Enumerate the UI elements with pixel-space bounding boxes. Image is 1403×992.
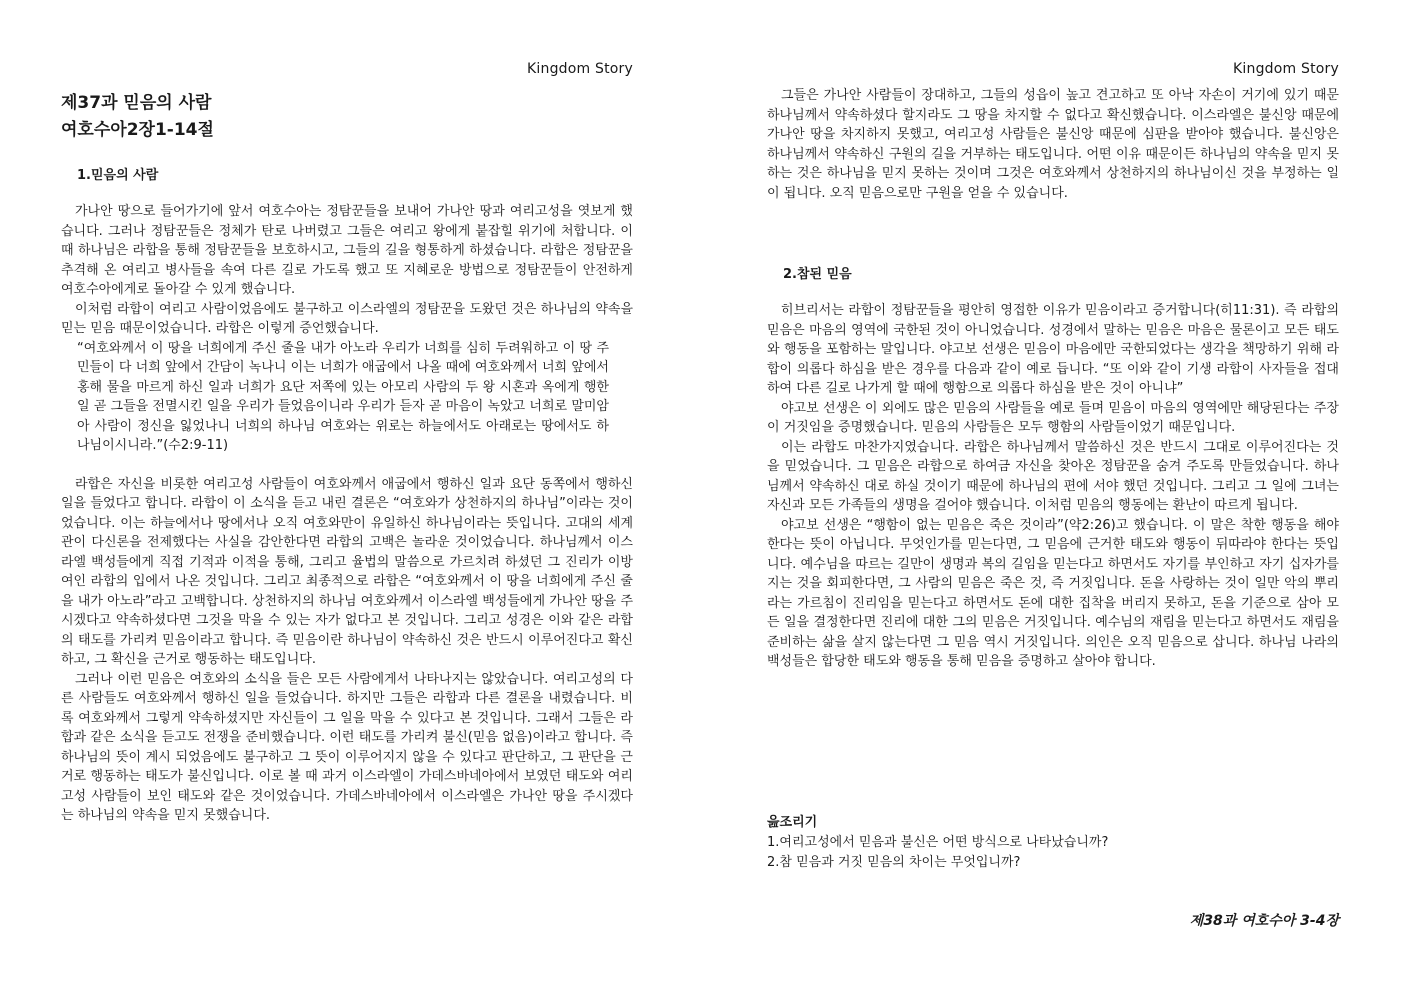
lesson-title-line1: 제37과 믿음의 사람 — [61, 93, 212, 113]
paragraph: 이처럼 라합이 여리고 사람이었음에도 불구하고 이스라엘의 정탐꾼을 도왔던 것은 하나님의 약속을 믿는 믿음 때문이었습니다. 라합은 이렇게 증언했습니다. — [61, 301, 633, 336]
scripture-quote: “여호와께서 이 땅을 너희에게 주신 줄을 내가 아노라 우리가 너희를 심히 두려워하고 이 땅 주민들이 다 너희 앞에서 간담이 녹나니 이는 너희가 애굽에서 나올 때에 여호와께서 너희 앞에서 홍해 물을 마르게 하신 일과 너희가 요단 저쪽에 있는 아모리 사람의 두 왕 시혼과 옥에게 행한 일 곧 그들을 전멸시킨 일을 우리가 들었음이니라 우리가 듣자 곧 마음이 녹았고 너희로 말미암아 사람이 정신을 잃었나니 너희의 하나님 여호와는 위로는 하늘에서도 아래로는 땅에서도 하나님이시니라.”(수2:9-11) — [77, 340, 609, 453]
paragraph: 가나안 땅으로 들어가기에 앞서 여호수아는 정탐꾼들을 보내어 가나안 땅과 여리고성을 엿보게 했습니다. 그러나 정탐꾼들은 정체가 탄로 나버렸고 그들은 여리고 왕에게 붙잡힐 위기에 처합니다. 이때 하나님은 라합을 통해 정탐꾼들을 보호하시고, 그들의 길을 형통하게 하셨습니다. 라합은 정탐꾼을 추격해 온 여리고 병사들을 속여 다른 길로 가도록 했고 또 지혜로운 방법으로 정탐꾼들이 안전하게 여호수아에게로 돌아갈 수 있게 했습니다. — [61, 204, 633, 297]
next-lesson-label: 제38과 여호수아 3-4장 — [1189, 913, 1339, 929]
paragraph: 그들은 가나안 사람들이 장대하고, 그들의 성읍이 높고 견고하고 또 아낙 자손이 거기에 있기 때문 하나님께서 약속하셨다 할지라도 그 땅을 차지할 수 없다고 확신했습니다. 이스라엘은 불신앙 때문에 가나안 땅을 차지하지 못했고, 여리고성 사람들은 불신앙 때문에 심판을 받아야 했습니다. 불신앙은 하나님께서 약속하신 구원의 길을 거부하는 태도입니다. 어떤 이유 때문이든 하나님의 약속을 믿지 못하는 것은 하나님을 믿지 못하는 것이며 그것은 여호와께서 상천하지의 하나님이신 것을 부정하는 일이 됩니다. 오직 믿음으로만 구원을 얻을 수 있습니다. — [767, 88, 1339, 201]
continued-text — [767, 86, 1339, 203]
section2-body — [767, 301, 1339, 672]
paragraph: 히브리서는 라합이 정탐꾼들을 평안히 영접한 이유가 믿음이라고 증거합니다(히11:31). 즉 라합의 믿음은 마음의 영역에 국한된 것이 아니었습니다. 성경에서 말하는 믿음은 마음은 물론이고 모든 태도와 행동을 포함하는 말입니다. 야고보 선생은 믿음이 마음에만 국한되었다는 생각을 책망하기 위해 라합이 의롭다 하심을 받은 경우를 다음과 같이 예로 듭니다. “또 이와 같이 기생 라합이 사자들을 접대하여 다른 길로 나가게 할 때에 행함으로 의롭다 하심을 받은 것이 아니냐” — [767, 303, 1339, 396]
questions-block — [767, 813, 1108, 873]
lesson-title-line2: 여호수아2장1-14절 — [61, 120, 214, 140]
paragraph: 라합은 자신을 비롯한 여리고성 사람들이 여호와께서 애굽에서 행하신 일과 요단 동쪽에서 행하신 일을 들었다고 합니다. 라합이 이 소식을 듣고 내린 결론은 “여호와가 상천하지의 하나님”이라는 것이었습니다. 이는 하늘에서나 땅에서나 오직 여호와만이 유일하신 하나님이라는 뜻입니다. 고대의 세계관이 다신론을 전제했다는 사실을 감안한다면 라합의 고백은 놀라운 것이었습니다. 하나님께서 이스라엘 백성들에게 직접 기적과 이적을 통해, 그리고 율법의 말씀으로 가르치려 하셨던 그 진리가 이방 여인 라합의 입에서 나온 것입니다. 그리고 최종적으로 라합은 “여호와께서 이 땅을 너희에게 주신 줄을 내가 아노라”라고 고백합니다. 상천하지의 하나님 여호와께서 이스라엘 백성들에게 가나안 땅을 주시겠다고 약속하셨다면 그것을 막을 수 있는 자가 없다고 본 것입니다. 그리고 성경은 이와 같은 라합의 태도를 가리켜 믿음이라고 합니다. 즉 믿음이란 하나님이 약속하신 것은 반드시 이루어진다고 확신하고, 그 확신을 근거로 행동하는 태도입니다. — [61, 476, 633, 667]
running-head-left: Kingdom Story — [527, 61, 633, 77]
paragraph: 이는 라합도 마찬가지였습니다. 라합은 하나님께서 말씀하신 것은 반드시 그대로 이루어진다는 것을 믿었습니다. 그 믿음은 라합으로 하여금 자신을 찾아온 정탐꾼을 숨겨 주도록 만들었습니다. 하나님께서 약속하신 대로 하실 것이기 때문에 하나님의 편에 서야 했던 것입니다. 그리고 그 일에 그녀는 자신과 모든 가족들의 생명을 걸어야 했습니다. 이처럼 믿음의 행동에는 환난이 따르게 됩니다. — [767, 439, 1339, 513]
section1-body — [61, 202, 633, 826]
paragraph: 야고보 선생은 “행함이 없는 믿음은 죽은 것이라”(약2:26)고 했습니다. 이 말은 착한 행동을 해야 한다는 뜻이 아닙니다. 무엇인가를 믿는다면, 그 믿음에 근거한 태도와 행동이 뒤따라야 한다는 뜻입니다. 예수님을 따르는 길만이 생명과 복의 길임을 믿는다고 하면서도 자기를 부인하고 자기 십자가를 지는 것을 회피한다면, 그 사람의 믿음은 죽은 것, 즉 거짓입니다. 돈을 사랑하는 것이 일만 악의 뿌리라는 가르침이 진리임을 믿는다고 하면서도 돈에 대한 집착을 버리지 못하고, 돈을 기준으로 삼아 모든 일을 결정한다면 진리에 대한 그의 믿음은 거짓입니다. 예수님의 재림을 믿는다고 하면서도 재림을 준비하는 삶을 살지 않는다면 그 믿음 역시 거짓입니다. 의인은 오직 믿음으로 삽니다. 하나님 나라의 백성들은 합당한 태도와 행동을 통해 믿음을 증명하고 살아야 합니다. — [767, 517, 1339, 669]
section2-heading: 2.참된 믿음 — [783, 267, 852, 282]
question-item: 2.참 믿음과 거짓 믿음의 차이는 무엇입니까? — [767, 855, 1021, 870]
section1-heading: 1.믿음의 사람 — [77, 168, 159, 183]
paragraph: 야고보 선생은 이 외에도 많은 믿음의 사람들을 예로 들며 믿음이 마음의 영역에만 해당된다는 주장이 거짓임을 증명했습니다. 믿음의 사람들은 모두 행함의 사람들이었기 때문입니다. — [767, 400, 1339, 435]
lesson-title — [61, 90, 214, 144]
question-item: 1.여리고성에서 믿음과 불신은 어떤 방식으로 나타났습니까? — [767, 835, 1109, 850]
questions-heading: 읊조리기 — [767, 815, 818, 830]
paragraph: 그러나 이런 믿음은 여호와의 소식을 들은 모든 사람에게서 나타나지는 않았습니다. 여리고성의 다른 사람들도 여호와께서 행하신 일을 들었습니다. 하지만 그들은 라합과 다른 결론을 내렸습니다. 비록 여호와께서 그렇게 약속하셨지만 자신들이 그 일을 막을 수 있다고 본 것입니다. 그래서 그들은 라합과 같은 소식을 듣고도 전쟁을 준비했습니다. 이런 태도를 가리켜 불신(믿음 없음)이라고 합니다. 즉 하나님의 뜻이 계시 되었음에도 불구하고 그 뜻이 이루어지지 않을 수 있다고 판단하고, 그 판단을 근거로 행동하는 태도가 불신입니다. 이로 볼 때 과거 이스라엘이 가데스바네아에서 보였던 태도와 여리고성 사람들이 보인 태도와 같은 것이었습니다. 가데스바네아에서 이스라엘은 가나안 땅을 주시겠다는 하나님의 약속을 믿지 못했습니다. — [61, 671, 633, 823]
running-head-right: Kingdom Story — [1233, 61, 1339, 77]
